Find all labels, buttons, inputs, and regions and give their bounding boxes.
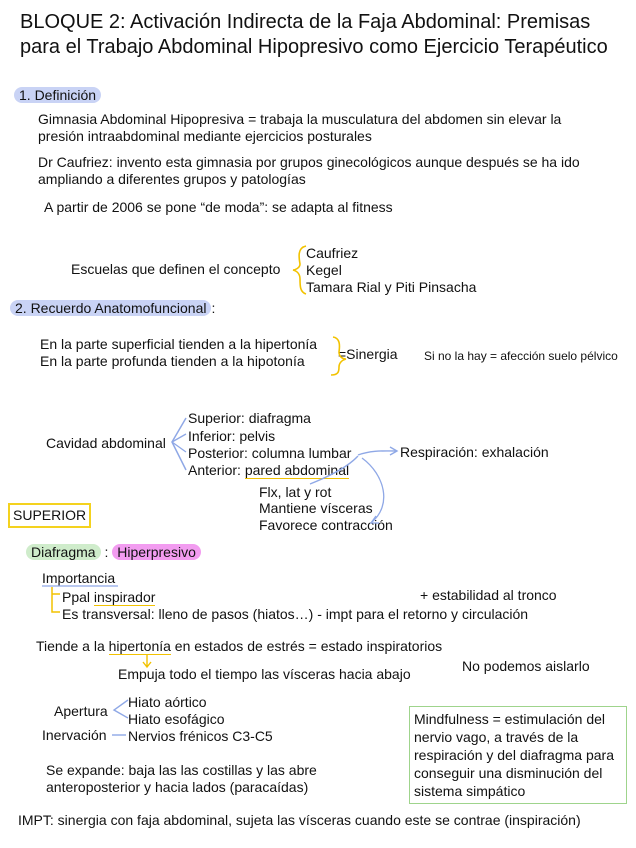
respiracion-label: Respiración: exhalación — [400, 444, 549, 460]
flx-arrow — [310, 456, 358, 484]
diafragma-colon: : — [100, 544, 113, 560]
mindfulness-line-3: respiración y del diafragma para — [414, 747, 614, 763]
empuja-arrow — [143, 654, 151, 667]
caufriez-line-1: Dr Caufriez: invento esta gimnasia por grupos ginecológicos aunque después se ha ido — [38, 154, 580, 170]
title-line-1: BLOQUE 2: Activación Indirecta de la Faja Abdominal: Premisas — [20, 11, 591, 33]
hiperpresivo-label: Hiperpresivo — [112, 544, 201, 560]
apertura-label: Apertura — [54, 703, 108, 719]
escuela-item-3: Tamara Rial y Piti Pinsacha — [306, 279, 477, 295]
mindfulness-line-5: sistema simpático — [414, 783, 526, 799]
definition-line-1: Gimnasia Abdominal Hipopresiva = trabaja la musculatura del abdomen sin elevar la — [38, 111, 562, 127]
no-podemos-label: No podemos aislarlo — [462, 658, 590, 674]
hiato-aortico: Hiato aórtico — [128, 694, 207, 710]
pared-abdominal-highlight: pared abdominal — [244, 462, 350, 478]
tiende-prefix: Tiende a la — [36, 638, 109, 654]
apertura-bracket — [114, 700, 128, 718]
cavidad-superior: Superior: diafragma — [188, 410, 311, 426]
favorece-label: Favorece contracción — [259, 517, 393, 533]
title-line-2: para el Trabajo Abdominal Hipopresivo como Ejercicio Terapéutico — [20, 36, 608, 58]
section-1-heading-text: 1. Definición — [14, 87, 101, 103]
inervacion-label: Inervación — [42, 727, 107, 743]
sinergia-label: =Sinergia — [338, 346, 398, 362]
superficial-line: En la parte superficial tienden a la hipertonía — [40, 336, 318, 352]
mindfulness-line-4: conseguir una disminución del — [414, 765, 603, 781]
inspirador-highlight: inspirador — [93, 589, 156, 605]
hiato-esofagico: Hiato esofágico — [128, 711, 225, 727]
expande-line-2: anteroposterior y hacia lados (paracaídas) — [46, 779, 309, 795]
mindfulness-line-1: Mindfulness = estimulación del — [414, 711, 606, 727]
escuelas-label: Escuelas que definen el concepto — [71, 261, 281, 277]
cavidad-label: Cavidad abdominal — [46, 435, 166, 451]
mantiene-label: Mantiene vísceras — [259, 500, 373, 516]
profunda-line: En la parte profunda tienden a la hipotonía — [40, 353, 305, 369]
cavidad-bracket-middle — [172, 434, 186, 452]
section-2-heading-text: 2. Recuerdo Anatomofuncional — [10, 300, 211, 316]
importancia-label: Importancia — [42, 570, 116, 586]
expande-line-1: Se expande: baja las las costillas y las abre — [46, 762, 317, 778]
nervios-frenicos: Nervios frénicos C3-C5 — [128, 728, 273, 744]
ppal-prefix: Ppal — [62, 589, 94, 605]
cavidad-anterior-prefix: Anterior: — [188, 462, 245, 478]
escuela-item-1: Caufriez — [306, 245, 359, 261]
escuela-item-2: Kegel — [306, 262, 342, 278]
impt-line: IMPT: sinergia con faja abdominal, sujeta las vísceras cuando este se contrae (inspiración) — [18, 812, 581, 828]
tiende-suffix: en estados de estrés = estado inspiratorios — [170, 638, 443, 654]
moda-line: A partir de 2006 se pone “de moda”: se adapta al fitness — [44, 199, 393, 215]
sinergia-brace — [331, 337, 346, 375]
cavidad-posterior: Posterior: columna lumbar — [188, 445, 352, 461]
caufriez-line-2: ampliando a diferentes grupos y patologías — [38, 171, 306, 187]
cavidad-inferior: Inferior: pelvis — [188, 428, 276, 444]
favorece-arrow — [362, 458, 384, 522]
section-2-heading-colon: : — [211, 300, 216, 316]
estabilidad-label: + estabilidad al tronco — [420, 587, 557, 603]
si-no-label: Si no la hay = afección suelo pélvico — [424, 349, 618, 363]
hipertonia-highlight: hipertonía — [108, 638, 171, 654]
flx-label: Flx, lat y rot — [259, 484, 332, 500]
mindfulness-line-2: nervio vago, a través de la — [414, 729, 579, 745]
empuja-line: Empuja todo el tiempo las vísceras hacia abajo — [118, 666, 411, 682]
transversal-line: Es transversal: lleno de pasos (hiatos…) - impt para el retorno y circulación — [62, 606, 529, 622]
superior-box: SUPERIOR — [8, 503, 91, 528]
escuelas-brace — [293, 246, 306, 294]
definition-line-2: presión intraabdominal mediante ejercicios posturales — [38, 128, 372, 144]
importancia-bracket — [52, 587, 60, 612]
diafragma-label: Diafragma — [26, 544, 101, 560]
